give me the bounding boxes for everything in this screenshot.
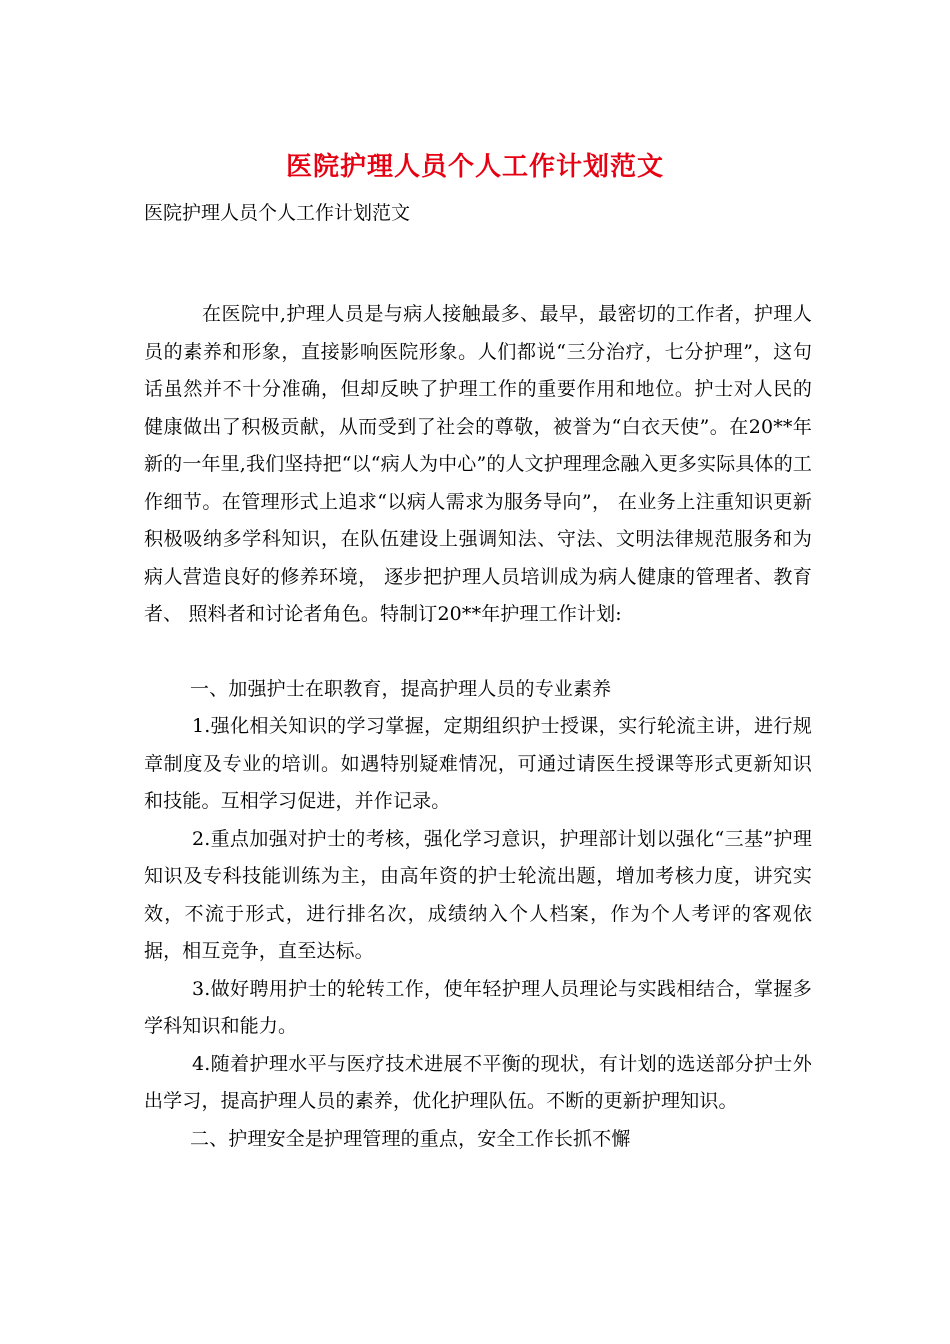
- list-item-2: 2.重点加强对护士的考核，强化学习意识，护理部计划以强化“三基”护理知识及专科技能训练为主，由高年资的护士轮流出题，增加考核力度，讲究实效，不流于形式，进行排名次，成绩纳入个人档案，作为个人考评的客观依据，相互竞争，直至达标。: [144, 827, 812, 962]
- list-item-4: 4.随着护理水平与医疗技术进展不平衡的现状，有计划的选送部分护士外出学习，提高护理人员的素养，优化护理队伍。不断的更新护理知识。: [144, 1052, 812, 1112]
- intro-paragraph: 在医院中,护理人员是与病人接触最多、最早，最密切的工作者，护理人员的素养和形象，直接影响医院形象。人们都说“三分治疗，七分护理”，这句话虽然并不十分准确，但却反映了护理工作的重要作用和地位。护士对人民的健康做出了积极贡献，从而受到了社会的尊敬，被誉为“白衣天使”。在20**年新的一年里,我们坚持把“以“病人为中心”的人文护理理念融入更多实际具体的工作细节。在管理形式上追求“以病人需求为服务导向”， 在业务上注重知识更新积极吸纳多学科知识，在队伍建设上强调知法、守法、文明法律规范服务和为病人营造良好的修养环境， 逐步把护理人员培训成为病人健康的管理者、教育者、 照料者和讨论者角色。特制订20**年护理工作计划:: [144, 303, 812, 625]
- list-item-3: 3.做好聘用护士的轮转工作，使年轻护理人员理论与实践相结合，掌握多学科知识和能力。: [144, 977, 812, 1037]
- document-title: 医院护理人员个人工作计划范文: [285, 152, 664, 182]
- list-item-1: 1.强化相关知识的学习掌握，定期组织护士授课，实行轮流主讲，进行规章制度及专业的培训。如遇特别疑难情况，可通过请医生授课等形式更新知识和技能。互相学习促进，并作记录。: [144, 715, 812, 812]
- paragraph-gap: [144, 634, 812, 671]
- document-body: [144, 296, 812, 1158]
- section-heading-2: 二、护理安全是护理管理的重点，安全工作长抓不懈: [190, 1127, 631, 1150]
- section-heading-1: 一、加强护士在职教育，提高护理人员的专业素养: [190, 677, 612, 700]
- document-subtitle: 医院护理人员个人工作计划范文: [144, 202, 411, 224]
